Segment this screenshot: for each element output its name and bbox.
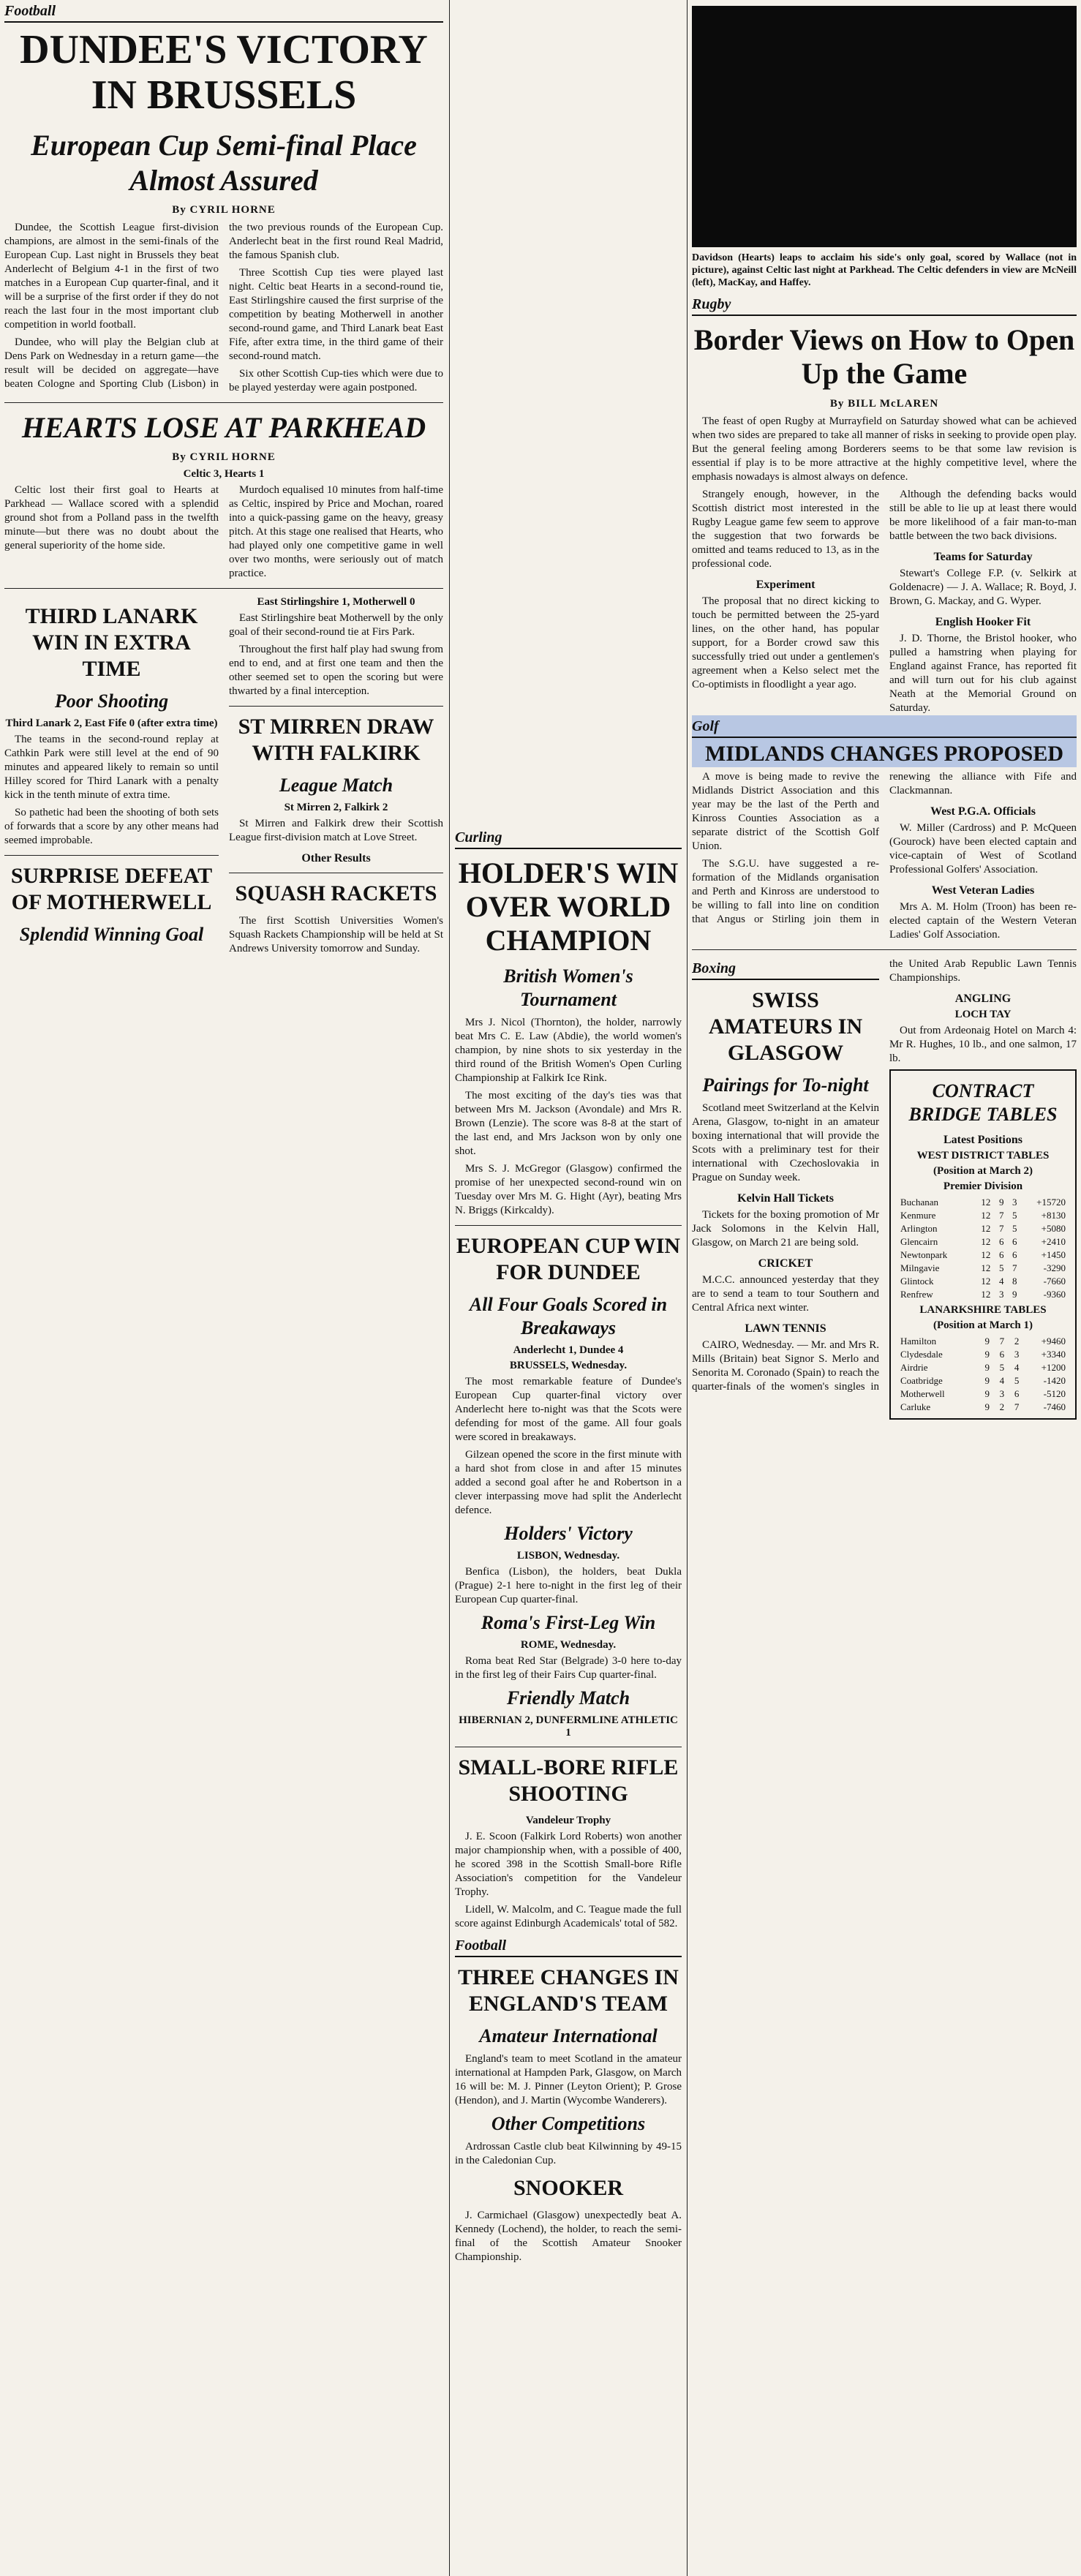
stat-cell: 5 [998,1262,1004,1273]
table-row [898,1335,1068,1348]
photo-caption: Davidson (Hearts) leaps to acclaim his side's only goal, scored by Wallace (not in picture), against Celtic last night at Parkhead. The Celtic defenders in view are McNeill (left), MacKay, and Haffey. [692,252,1077,288]
stat-cell: 2 [999,1401,1005,1412]
note-lanark-position: (Position at March 1) [933,1319,1033,1331]
stat-cell: 12 [981,1223,991,1234]
paragraph: The S.G.U. have suggested a re-formation of the Midlands organisation and Perth and Kinross are understood to be willing to fall into line on condition that Angus or Stirling join them in renewing the alliance with Fife and Clackmannan. [692,771,1077,925]
article-dundee [4,221,443,395]
paragraph: Strangely enough, however, in the Scottish district most interested in the Rugby League game few seem to approve the suggestion that two forwards be omitted and teams reduced to 13, as in the professional code. [692,489,879,570]
stat-cell: +8130 [1041,1210,1066,1221]
paragraph: Mrs A. M. Holm (Troon) has been re-elected captain of the Western Veteran Ladies' Golf Association. [889,901,1077,941]
stat-cell: -9360 [1043,1289,1066,1300]
headline-rifle: SMALL-BORE RIFLE SHOOTING [458,1755,679,1806]
stat-cell: -5120 [1043,1388,1066,1399]
headline-rugby: Border Views on How to Open Up the Game [693,323,1075,390]
section-kicker-football-2: Football [455,1935,682,1957]
stat-cell: +1200 [1041,1362,1066,1373]
paragraph: A move is being made to revive the Midlands District Association and this year may be the last of the Perth and Kinross Counties Association as a separate district of the Scottish Golf Union. [692,771,879,852]
subhead-dundee: European Cup Semi-final Place Almost Assured [31,129,417,197]
score-st-mirren: St Mirren 2, Falkirk 2 [284,802,388,813]
score-friendly: HIBERNIAN 2, DUNFERMLINE ATHLETIC 1 [459,1714,678,1739]
lower-right-columns [692,957,1077,1420]
subhead-holder: British Women's Tournament [503,965,633,1010]
team-name-cell: Renfrew [900,1289,933,1300]
team-name-cell: Clydesdale [900,1349,943,1360]
golf-header-band [692,715,1077,767]
stat-cell: 9 [984,1401,990,1412]
dateline-euro-cup: BRUSSELS, Wednesday. [509,1360,628,1371]
stat-cell: 9 [1012,1289,1017,1300]
stat-cell: 4 [1014,1362,1020,1373]
team-name-cell: Glencairn [900,1236,938,1247]
table-row [898,1387,1068,1401]
dateline-rome: ROME, Wednesday. [520,1639,617,1651]
stat-cell: 6 [1012,1249,1017,1260]
team-name-cell: Kenmure [900,1210,936,1221]
stat-cell: -7460 [1043,1401,1066,1412]
paragraph: England's team to meet Scotland in the amateur international at Hampden Park, Glasgow, on March 16 will be: M. J. Pinner (Leyton Orient); P. Grose (Hendon), and J. Martin (Wycombe Wanderers). [455,2053,682,2106]
paragraph: M.C.C. announced yesterday that they are to send a team to tour Southern and Central Africa next winter. [692,1274,879,1314]
stat-cell: 12 [981,1289,991,1300]
stat-cell: 7 [1012,1262,1017,1273]
section-kicker-rugby: Rugby [692,293,1077,316]
article-hearts [4,483,443,581]
column-right [692,0,1077,2576]
table-row [898,1348,1068,1361]
stat-cell: 12 [981,1236,991,1247]
headline-bridge: CONTRACT BRIDGE TABLES [908,1080,1058,1125]
stat-cell: 9 [998,1197,1004,1208]
paragraph: St Mirren and Falkirk drew their Scottish League first-division match at Love Street. [229,818,443,843]
paragraph: Dundee, the Scottish League first-division champions, are almost in the semi-finals of the European Cup. Last night in Brussels they beat Anderlecht of Belgium 4-1 in the first of two matches in a European Cup quarter-final, and it will be a surprise of the first order if they do not reach the last four in the most important club competition in world football. [4,222,219,331]
divider [4,855,219,856]
divider [4,588,443,589]
lanarkshire-table [898,1335,1068,1414]
heading-hooker: English Hooker Fit [935,616,1031,628]
stat-cell: 7 [998,1210,1004,1221]
headline-euro-cup: EUROPEAN CUP WIN FOR DUNDEE [456,1234,681,1284]
stat-cell: 3 [1014,1349,1020,1360]
stat-cell: 12 [981,1210,991,1221]
stat-cell: 9 [984,1336,990,1347]
paragraph: Three Scottish Cup ties were played last night. Celtic beat Hearts in a second-round tie, East Stirlingshire caused the first surprise of the competition by beating Motherwell in another second-round game, and Third Lanark beat East Fife, after extra time, in the third game of their second-round match. [229,267,443,362]
table-row [898,1196,1068,1209]
paragraph: East Stirlingshire beat Motherwell by the only goal of their second-round tie at Firs Park. [229,612,443,638]
section-kicker-football: Football [4,0,443,23]
table-row [898,1361,1068,1374]
heading-cricket: CRICKET [758,1257,813,1270]
table-row [898,1222,1068,1235]
score-third-lanark: Third Lanark 2, East Fife 0 (after extra time) [5,718,218,729]
stat-cell: +1450 [1041,1249,1066,1260]
paragraph: The feast of open Rugby at Murrayfield on Saturday showed what can be achieved when two sides are prepared to take all manner of risks in seeking to provide open play. But the general feeling among Borderers seems to be that some law revision is essential if play is to be more attractive at the highly competitive level, where the emphasis nowadays is almost always on defence. [692,415,1077,483]
stat-cell: 3 [998,1289,1004,1300]
paragraph: So pathetic had been the shooting of both sets of forwards that a score by any other means had seemed improbable. [4,807,219,846]
paragraph: Mrs J. Nicol (Thornton), the holder, narrowly beat Mrs C. E. Law (Abdie), the world women's champion, by nine shots to six yesterday in the third round of the British Women's Open Curling Championship at Falkirk Ice Rink. [455,1017,682,1084]
stat-cell: 5 [1012,1210,1017,1221]
stat-cell: -1420 [1043,1375,1066,1386]
stat-cell: 6 [999,1349,1005,1360]
team-name-cell: Hamilton [900,1336,937,1347]
stat-cell: 4 [998,1276,1004,1287]
headline-holders-victory: Holders' Victory [504,1523,633,1544]
subhead-bridge: Latest Positions [943,1134,1022,1146]
team-name-cell: Newtonpark [900,1249,948,1260]
stat-cell: +2410 [1041,1236,1066,1247]
table-row [898,1401,1068,1414]
heading-experiment: Experiment [756,579,816,591]
stat-cell: 12 [981,1262,991,1273]
column-rule [687,0,688,2576]
heading-kelvin: Kelvin Hall Tickets [737,1192,834,1205]
headline-boxing: SWISS AMATEURS IN GLASGOW [708,988,863,1065]
subhead-angling: LOCH TAY [954,1009,1012,1020]
subhead-england: Amateur International [479,2025,658,2046]
byline-hearts: By CYRIL HORNE [172,451,276,463]
paragraph: Throughout the first half play had swung from end to end, and at first one team and then the other seemed set to open the scoring but were thwarted by a final interception. [229,644,443,697]
column-curling [455,0,682,2576]
team-name-cell: Milngavie [900,1262,940,1273]
headline-holder: HOLDER'S WIN OVER WORLD CHAMPION [458,856,679,957]
stat-cell: +5080 [1041,1223,1066,1234]
stat-cell: 12 [981,1276,991,1287]
stat-cell: +3340 [1041,1349,1066,1360]
paragraph: The teams in the second-round replay at Cathkin Park were still level at the end of 90 minutes and appeared likely to remain so until Hilley scored for Third Lanark with a penalty kick in the tenth minute of extra time. [4,734,219,801]
subhead-rifle: Vandeleur Trophy [525,1815,611,1826]
stat-cell: 3 [999,1388,1005,1399]
stat-cell: 6 [1012,1236,1017,1247]
heading-west-tables: WEST DISTRICT TABLES [916,1150,1050,1161]
stat-cell: 5 [1014,1375,1020,1386]
divider [4,402,443,403]
paragraph: W. Miller (Cardross) and P. McQueen (Gourock) have been elected captain and vice-captain of West of Scotland Professional Golfers' Association. [889,822,1077,875]
stat-cell: 8 [1012,1276,1017,1287]
dateline-lisbon: LISBON, Wednesday. [516,1550,620,1562]
stat-cell: 5 [1012,1223,1017,1234]
paragraph: Stewart's College F.P. (v. Selkirk at Goldenacre) — J. A. Wallace; R. Boyd, J. Brown, G. Mackay, and G. Wyper. [889,568,1077,607]
headline-england: THREE CHANGES IN ENGLAND'S TEAM [458,1965,679,2016]
heading-other-results: Other Results [301,852,371,865]
stat-cell: -3290 [1043,1262,1066,1273]
paragraph: Six other Scottish Cup-ties which were due to be played yesterday were again postponed. [229,368,443,393]
stat-cell: +9460 [1041,1336,1066,1347]
stat-cell: 2 [1014,1336,1020,1347]
stat-cell: 3 [1012,1197,1017,1208]
paragraph: Dundee, who will play the Belgian club at Dens Park on Wednesday in a return game—the result will be decided on aggregate—have beaten Cologne and Sporting Club (Lisbon) in the two previous rounds of the European Cup. Anderlecht beat in the first round Real Madrid, the famous Spanish club. [4,222,443,390]
headline-third-lanark: THIRD LANARK WIN IN EXTRA TIME [25,604,198,681]
section-kicker-curling: Curling [455,826,682,849]
heading-teams: Teams for Saturday [933,551,1033,563]
paragraph: The first Scottish Universities Women's Squash Rackets Championship will be held at St Andrews University tomorrow and Sunday. [229,915,443,954]
team-name-cell: Airdrie [900,1362,928,1373]
stat-cell: 6 [998,1249,1004,1260]
score-hearts: Celtic 3, Hearts 1 [183,468,265,480]
section-kicker-golf: Golf [692,715,1077,738]
section-kicker-boxing: Boxing [692,957,879,980]
paragraph: The most exciting of the day's ties was that between Mrs M. Jackson (Avondale) and Mrs R. Brown (Lenzie). The score was 8-8 at the start of the last end, and Mrs Jackson won by only one shot. [455,1090,682,1157]
stat-cell: 7 [1014,1401,1020,1412]
lower-columns [4,596,443,956]
paragraph: The proposal that no direct kicking to touch be permitted between the 25-yard lines, on the other hand, has popular support, for a Border crowd saw this successfully tried out under a gentlemen's agreement when a Kelso select met the Co-optimists in floodlight a year ago. [692,595,879,690]
article-rugby [692,488,1077,715]
stat-cell: 4 [999,1375,1005,1386]
divider [229,706,443,707]
paragraph: The most remarkable feature of Dundee's European Cup quarter-final victory over Anderlecht here to-night was that the Scots were defending for most of the game. All four goals were scored in breakaways. [455,1376,682,1443]
paragraph: Tickets for the boxing promotion of Mr Jack Solomons in the Kelvin Hall, Glasgow, on March 21 are being sold. [692,1209,879,1249]
heading-veteran-ladies: West Veteran Ladies [931,884,1035,897]
paragraph: Celtic lost their first goal to Hearts at Parkhead — Wallace scored with a splendid ground shot from a Polland pass in the twelfth minute—but there was no doubt about the general superiority of the home side. [4,484,219,551]
paragraph: Murdoch equalised 10 minutes from half-time as Celtic, inspired by Price and Mochan, roared into a quick-passing game on the heavy, greasy pitch. At this stage one realised that Hearts, who had played only one competitive game in well over two months, were seriously out of match practice. [229,484,443,579]
paragraph: Benfica (Lisbon), the holders, beat Dukla (Prague) 2-1 here to-night in the first leg of their European Cup quarter-final. [455,1566,682,1605]
stat-cell: 6 [998,1236,1004,1247]
subhead-st-mirren: League Match [279,775,393,796]
headline-other-competitions: Other Competitions [491,2113,646,2134]
paragraph: J. Carmichael (Glasgow) unexpectedly beat A. Kennedy (Lochend), the holder, to reach the semi-final of the Scottish Amateur Snooker Championship. [455,2210,682,2263]
column-rule [449,0,450,2576]
stat-cell: -7660 [1043,1276,1066,1287]
stat-cell: 12 [981,1249,991,1260]
heading-lanark-tables: LANARKSHIRE TABLES [919,1304,1047,1316]
headline-snooker: SNOOKER [513,2176,624,2200]
team-name-cell: Coatbridge [900,1375,943,1386]
stat-cell: 7 [999,1336,1005,1347]
stat-cell: 9 [984,1388,990,1399]
byline-rugby: By BILL McLAREN [829,398,939,410]
score-euro-cup: Anderlecht 1, Dundee 4 [513,1344,624,1356]
headline-golf: MIDLANDS CHANGES PROPOSED [704,742,1064,766]
stat-cell: 9 [984,1349,990,1360]
article-golf [692,770,1077,942]
heading-tennis: LAWN TENNIS [745,1322,826,1335]
table-row [898,1275,1068,1288]
stat-cell: 9 [984,1375,990,1386]
subhead-third-lanark: Poor Shooting [54,690,169,712]
photo-parkhead [692,6,1077,247]
stat-cell: 7 [998,1223,1004,1234]
bridge-tables-box [889,1069,1077,1420]
divider [692,949,1077,950]
headline-st-mirren: ST MIRREN DRAW WITH FALKIRK [238,715,434,765]
headline-dundee: DUNDEE'S VICTORY IN BRUSSELS [20,27,428,118]
divider [455,1225,682,1226]
table-row [898,1235,1068,1249]
heading-west-pga: West P.G.A. Officials [930,805,1036,818]
stat-cell: 9 [984,1362,990,1373]
headline-friendly: Friendly Match [506,1687,630,1709]
team-name-cell: Carluke [900,1401,931,1412]
table-row [898,1209,1068,1222]
table-row [898,1288,1068,1301]
headline-hearts: HEARTS LOSE AT PARKHEAD [21,411,426,444]
paragraph: Mrs S. J. McGregor (Glasgow) confirmed the promise of her unexpected second-round win on Tuesday over Mrs M. G. Hight (Ayr), beating Mrs N. Briggs (Kirkcaldy). [455,1163,682,1216]
column-football [4,0,443,2576]
team-name-cell: Arlington [900,1223,938,1234]
subhead-euro-cup: All Four Goals Scored in Breakaways [469,1294,668,1338]
west-district-table [898,1196,1068,1301]
stat-cell: +15720 [1036,1197,1066,1208]
paragraph: Scotland meet Switzerland at the Kelvin Arena, Glasgow, to-night in an amateur boxing international that will provide the Scots with a preliminary test for their international with Czechoslovakia in Prague on Sunday week. [692,1102,880,1183]
paragraph: CAIRO, Wednesday. — Mr. and Mrs R. Mills (Britain) beat Signor S. Merlo and Senorita M. Coronado (Spain) to reach the quarter-finals of the women's singles in the United Arab Republic Lawn Tennis Championships. [692,958,1077,1393]
paragraph: Ardrossan Castle club beat Kilwinning by 49-15 in the Caledonian Cup. [455,2141,682,2166]
paragraph: Out from Ardeonaig Hotel on March 4: Mr R. Hughes, 10 lb., and one salmon, 17 lb. [889,1025,1077,1064]
paragraph: J. D. Thorne, the Bristol hooker, who pulled a hamstring when playing for England against France, has reported fit and will turn out for his club against Neath at the Memorial Ground on Saturday. [889,633,1077,714]
headline-roma: Roma's First-Leg Win [481,1612,656,1633]
heading-west-division: Premier Division [943,1180,1023,1192]
team-name-cell: Buchanan [900,1197,938,1208]
table-row [898,1249,1068,1262]
stat-cell: 12 [981,1197,991,1208]
table-row [898,1262,1068,1275]
subhead-motherwell: Splendid Winning Goal [19,924,204,945]
paragraph: Roma beat Red Star (Belgrade) 3-0 here to-day in the first leg of their Fairs Cup quarter-final. [455,1655,682,1681]
paragraph: Although the defending backs would still be able to lie up at least there would be more likelihood of a fair man-to-man battle between the two back divisions. [889,489,1077,542]
paragraph: Gilzean opened the score in the first minute with a hard shot from close in and after 15 minutes added a second goal after he and Robertson in a clever interpassing move had split the Anderlecht defence. [455,1449,682,1516]
byline-dundee: By CYRIL HORNE [172,204,276,216]
headline-squash: SQUASH RACKETS [235,881,437,905]
paragraph: J. E. Scoon (Falkirk Lord Roberts) won another major championship when, with a possible of 400, he scored 398 in the Scottish Small-bore Rifle Association's competition for the Vandeleur Trophy. [455,1831,682,1898]
heading-angling: ANGLING [954,993,1012,1005]
team-name-cell: Glintock [900,1276,934,1287]
subhead-boxing: Pairings for To-night [702,1074,869,1096]
paragraph: Lidell, W. Malcolm, and C. Teague made the full score against Edinburgh Academicals' total of 582. [455,1904,682,1929]
team-name-cell: Motherwell [900,1388,945,1399]
score-motherwell: East Stirlingshire 1, Motherwell 0 [257,596,415,608]
headline-motherwell: SURPRISE DEFEAT OF MOTHERWELL [10,864,213,914]
stat-cell: 5 [999,1362,1005,1373]
table-row [898,1374,1068,1387]
note-west-position: (Position at March 2) [933,1165,1033,1177]
stat-cell: 6 [1014,1388,1020,1399]
